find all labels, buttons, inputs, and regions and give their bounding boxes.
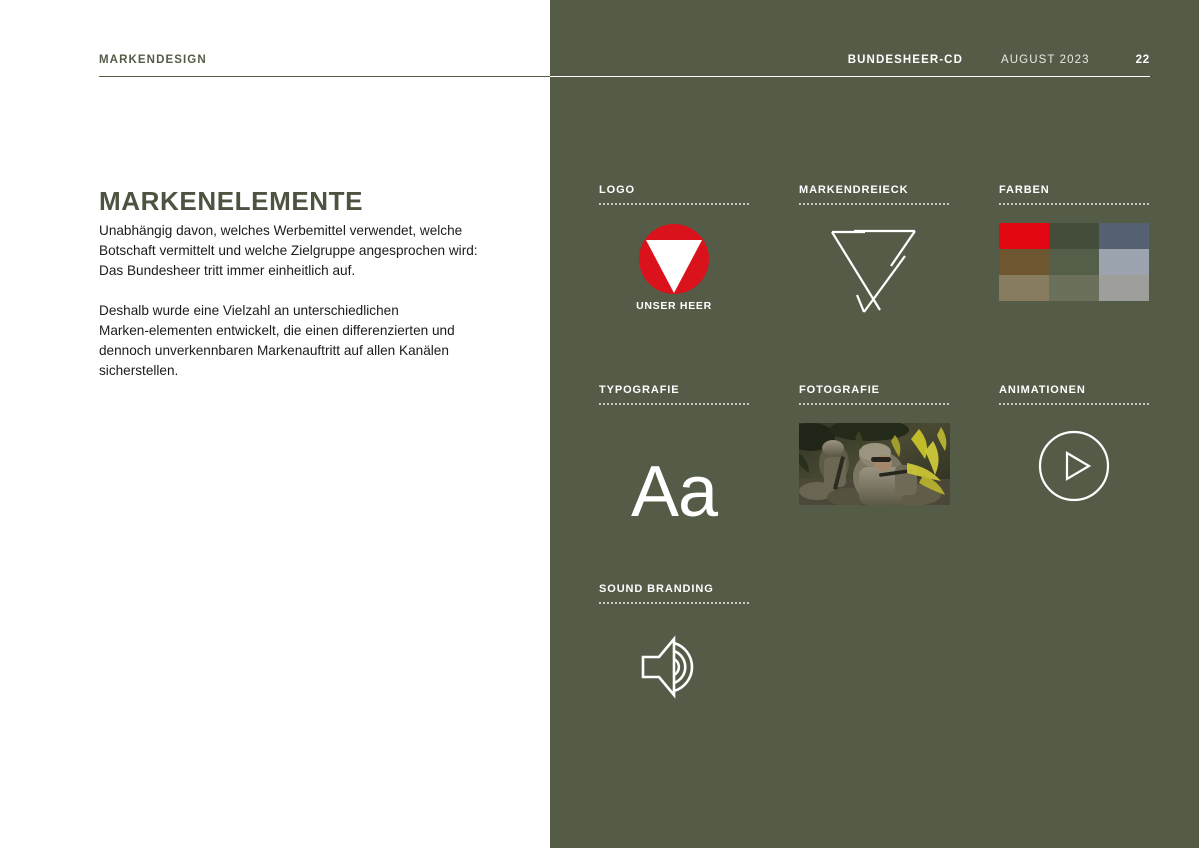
- color-swatch: [999, 249, 1049, 275]
- color-swatch: [999, 223, 1049, 249]
- logo-mark: [639, 224, 709, 294]
- color-swatch: [1099, 223, 1149, 249]
- typography-sample: Aa: [630, 452, 718, 532]
- logo-wordmark: UNSER HEER: [636, 300, 712, 312]
- tile-typografie-label: TYPOGRAFIE: [599, 384, 680, 396]
- header-date: AUGUST 2023: [1001, 54, 1090, 66]
- tile-animationen-body: [999, 422, 1149, 522]
- body-copy: [99, 221, 499, 381]
- color-swatch: [999, 275, 1049, 301]
- tile-logo-rule: [599, 203, 749, 205]
- body-paragraph-2: Deshalb wurde eine Vielzahl an unterschiedlichen Marken‑elementen entwickelt, die einen differenzierten und dennoch unverkennbaren Markenauftritt auf allen Kanälen sicherstellen.: [99, 303, 455, 378]
- tile-markendreieck-label: MARKENDREIECK: [799, 184, 909, 196]
- header-brand: BUNDESHEER-CD: [847, 54, 963, 66]
- body-paragraph-1: Unabhängig davon, welches Werbemittel verwendet, welche Botschaft vermittelt und welche Zielgruppe angesprochen wird: Das Bundesheer tritt immer einheitlich auf.: [99, 223, 478, 278]
- header-meta: [848, 54, 1150, 66]
- header-section-label: MARKENDESIGN: [99, 54, 207, 66]
- tile-fotografie-rule: [799, 403, 949, 405]
- tile-logo-body: [599, 222, 749, 322]
- play-circle-icon[interactable]: [1038, 430, 1110, 507]
- tile-farben-body: [999, 222, 1149, 322]
- color-swatch: [1099, 249, 1149, 275]
- color-swatch: [1049, 249, 1099, 275]
- tile-fotografie-body: [799, 422, 949, 522]
- color-swatch-grid: [999, 223, 1149, 301]
- tile-fotografie-label: FOTOGRAFIE: [799, 384, 880, 396]
- tile-typografie-rule: [599, 403, 749, 405]
- austria-triangle-logo: [635, 224, 713, 312]
- color-swatch: [1099, 275, 1149, 301]
- photo-soldiers-camouflage: [799, 423, 950, 505]
- header-rule-left: [99, 76, 550, 77]
- tile-typografie[interactable]: [599, 384, 749, 532]
- tile-sound-branding-rule: [599, 602, 749, 604]
- tile-animationen-label: ANIMATIONEN: [999, 384, 1086, 396]
- tile-sound-branding-label: SOUND BRANDING: [599, 583, 714, 595]
- logo-triangle-shape: [646, 240, 702, 293]
- tile-typografie-body: [599, 422, 749, 532]
- color-swatch: [1049, 275, 1099, 301]
- tile-animationen[interactable]: [999, 384, 1149, 522]
- tile-farben[interactable]: [999, 184, 1149, 322]
- page-title: MARKENELEMENTE: [99, 186, 364, 217]
- tile-farben-label: FARBEN: [999, 184, 1050, 196]
- tile-markendreieck-body: [799, 222, 949, 322]
- deconstructed-triangle-icon: [818, 222, 930, 323]
- speaker-waves-icon[interactable]: [639, 635, 709, 704]
- tile-markendreieck[interactable]: [799, 184, 949, 322]
- tile-farben-rule: [999, 203, 1149, 205]
- tile-animationen-rule: [999, 403, 1149, 405]
- header-rule-right: [550, 76, 1150, 77]
- tile-markendreieck-rule: [799, 203, 949, 205]
- tile-sound-branding[interactable]: [599, 583, 749, 721]
- color-swatch: [1049, 223, 1099, 249]
- header-page-number: 22: [1135, 54, 1150, 66]
- tile-logo[interactable]: [599, 184, 749, 322]
- tile-logo-label: LOGO: [599, 184, 635, 196]
- tile-sound-branding-body: [599, 621, 749, 721]
- tile-fotografie[interactable]: [799, 384, 949, 522]
